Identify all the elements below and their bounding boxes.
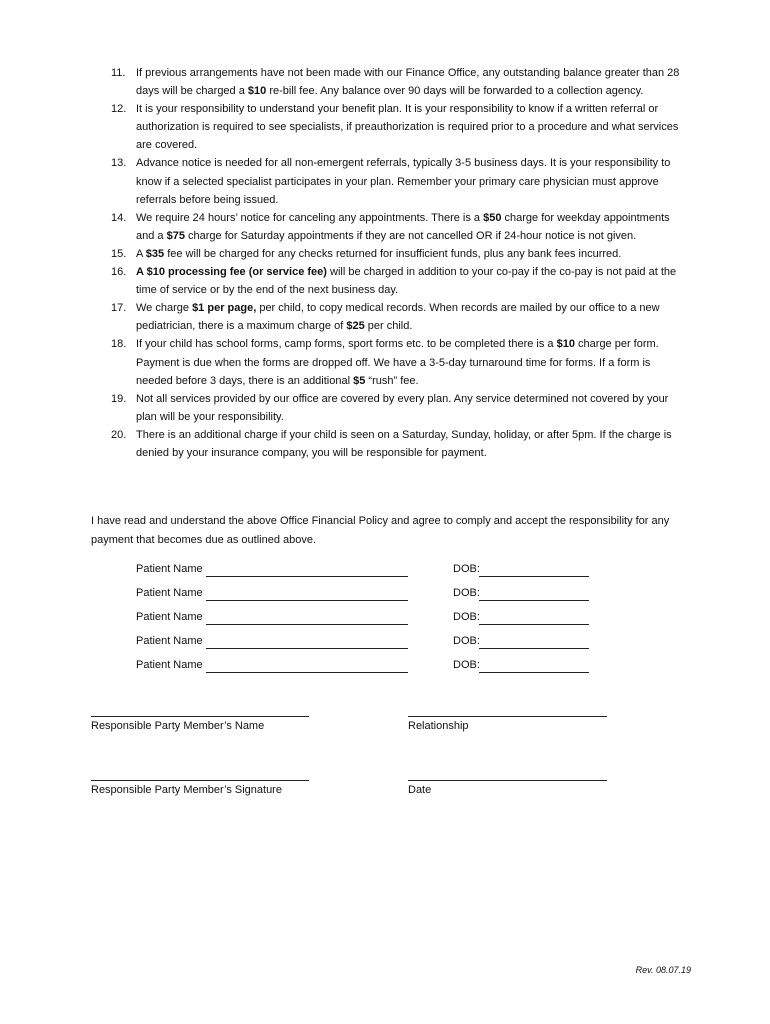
policy-item [111, 154, 681, 208]
policy-item-text [136, 263, 681, 299]
dob-label: DOB: [453, 587, 480, 599]
policy-text-segment: re-bill fee. Any balance over 90 days will be forwarded to a collection agency. [266, 85, 644, 98]
policy-fee-emphasis: $5 [353, 374, 366, 387]
policy-item-number: 15. [111, 247, 127, 260]
policy-item-text [136, 245, 681, 263]
policy-item-number: 12. [111, 103, 127, 116]
patient-name-label: Patient Name [136, 587, 203, 599]
policy-fee-emphasis: A $10 processing fee (or service fee) [136, 266, 327, 279]
patient-name-label: Patient Name [136, 611, 203, 623]
patient-name-field[interactable] [206, 576, 408, 577]
dob-label: DOB: [453, 659, 480, 671]
patient-name-field[interactable] [206, 624, 408, 625]
dob-field[interactable] [479, 672, 589, 673]
policy-text-segment: A [136, 247, 146, 260]
relationship-label: Relationship [408, 720, 469, 732]
dob-field[interactable] [479, 648, 589, 649]
revision-label: Rev. 08.07.19 [635, 965, 691, 975]
dob-label: DOB: [453, 611, 480, 623]
policy-list [111, 64, 681, 462]
policy-item-text [136, 426, 681, 462]
policy-item-number: 18. [111, 338, 127, 351]
responsible-name-line[interactable] [91, 716, 309, 717]
policy-text-segment: charge for Saturday appointments if they are not cancelled OR if 24-hour notice is not given. [184, 229, 637, 242]
policy-item-number: 17. [111, 302, 127, 315]
policy-text-segment: per child, to copy medical records. When records are mailed by our office to a new pediatrician, there is a maximum charge of [136, 302, 660, 333]
policy-item-text [136, 154, 681, 208]
policy-text-segment: If previous arrangements have not been made with our Finance Office, any outstanding balance greater than 28 days will be charged a [136, 67, 680, 98]
policy-text-segment: charge for weekday appointments and a [136, 211, 670, 242]
patient-name-label: Patient Name [136, 563, 203, 575]
policy-item-text [136, 64, 681, 100]
policy-item [111, 245, 681, 263]
policy-item-text [136, 100, 681, 154]
responsible-name-label: Responsible Party Member’s Name [91, 720, 265, 732]
policy-item [111, 100, 681, 154]
policy-text-segment: Advance notice is needed for all non-emergent referrals, typically 3-5 business days. It is your responsibility to know if a selected specialist participates in your plan. Remember your primary care physician must approve referrals before being issued. [136, 157, 671, 206]
date-line[interactable] [408, 780, 607, 781]
dob-field[interactable] [479, 576, 589, 577]
policy-item [111, 299, 681, 335]
policy-item-text [136, 335, 681, 389]
policy-text-segment: There is an additional charge if your child is seen on a Saturday, Sunday, holiday, or after 5pm. If the charge is denied by your insurance company, you will be responsible for payment. [136, 428, 672, 459]
policy-item-text [136, 299, 681, 335]
patient-name-field[interactable] [206, 648, 408, 649]
policy-text-segment: charge per form. Payment is due when the forms are dropped off. We have a 3-5-day turnaround time for forms. If a form is needed before 3 days, there is an additional [136, 338, 659, 387]
policy-item [111, 64, 681, 100]
patient-name-field[interactable] [206, 672, 408, 673]
dob-label: DOB: [453, 635, 480, 647]
policy-item [111, 209, 681, 245]
policy-text-segment: will be charged in addition to your co-pay if the co-pay is not paid at the time of service or by the end of the next business day. [136, 266, 677, 297]
policy-item-number: 20. [111, 428, 127, 441]
policy-fee-emphasis: $35 [145, 247, 165, 260]
acknowledgement-statement: I have read and understand the above Office Financial Policy and agree to comply and accept the responsibility for any payment that becomes due as outlined above. [91, 515, 670, 546]
responsible-signature-label: Responsible Party Member’s Signature [91, 784, 282, 796]
policy-text-segment: per child. [364, 320, 413, 333]
policy-item-number: 11. [111, 67, 126, 79]
policy-fee-emphasis: $25 [346, 320, 365, 333]
patient-name-field[interactable] [206, 600, 408, 601]
policy-text-segment: fee will be charged for any checks returned for insufficient funds, plus any bank fees incurred. [164, 247, 622, 260]
policy-fee-emphasis: $75 [166, 229, 185, 242]
responsible-signature-line[interactable] [91, 780, 309, 781]
dob-label: DOB: [453, 563, 480, 575]
policy-item-text [136, 209, 681, 245]
policy-item [111, 426, 681, 462]
policy-item-number: 13. [111, 157, 127, 170]
policy-fee-emphasis: $1 per page, [192, 302, 257, 315]
policy-text-segment: If your child has school forms, camp forms, sport forms etc. to be completed there is a [136, 338, 557, 351]
policy-item-number: 19. [111, 392, 127, 405]
policy-item [111, 335, 681, 389]
policy-item-number: 16. [111, 266, 127, 279]
policy-text-segment: We charge [136, 302, 193, 315]
policy-fee-emphasis: $10 [247, 85, 267, 98]
patient-name-label: Patient Name [136, 659, 203, 671]
relationship-line[interactable] [408, 716, 607, 717]
policy-item-text [136, 390, 681, 426]
dob-field[interactable] [479, 624, 589, 625]
policy-text-segment: We require 24 hours’ notice for canceling any appointments. There is a [136, 211, 484, 224]
policy-text-segment: Not all services provided by our office are covered by every plan. Any service determined not covered by your plan will be your responsibility. [136, 392, 669, 423]
patient-name-label: Patient Name [136, 635, 203, 647]
dob-field[interactable] [479, 600, 589, 601]
date-label: Date [408, 784, 432, 796]
policy-item-number: 14. [111, 211, 127, 224]
policy-text-segment: “rush” fee. [365, 374, 419, 387]
policy-fee-emphasis: $10 [556, 338, 575, 351]
policy-item [111, 390, 681, 426]
policy-fee-emphasis: $50 [483, 211, 502, 224]
policy-text-segment: It is your responsibility to understand your benefit plan. It is your responsibility to know if a written referral or authorization is required to see specialists, if preauthorization is required prior to a procedure and what services are covered. [136, 103, 679, 152]
policy-item [111, 263, 681, 299]
